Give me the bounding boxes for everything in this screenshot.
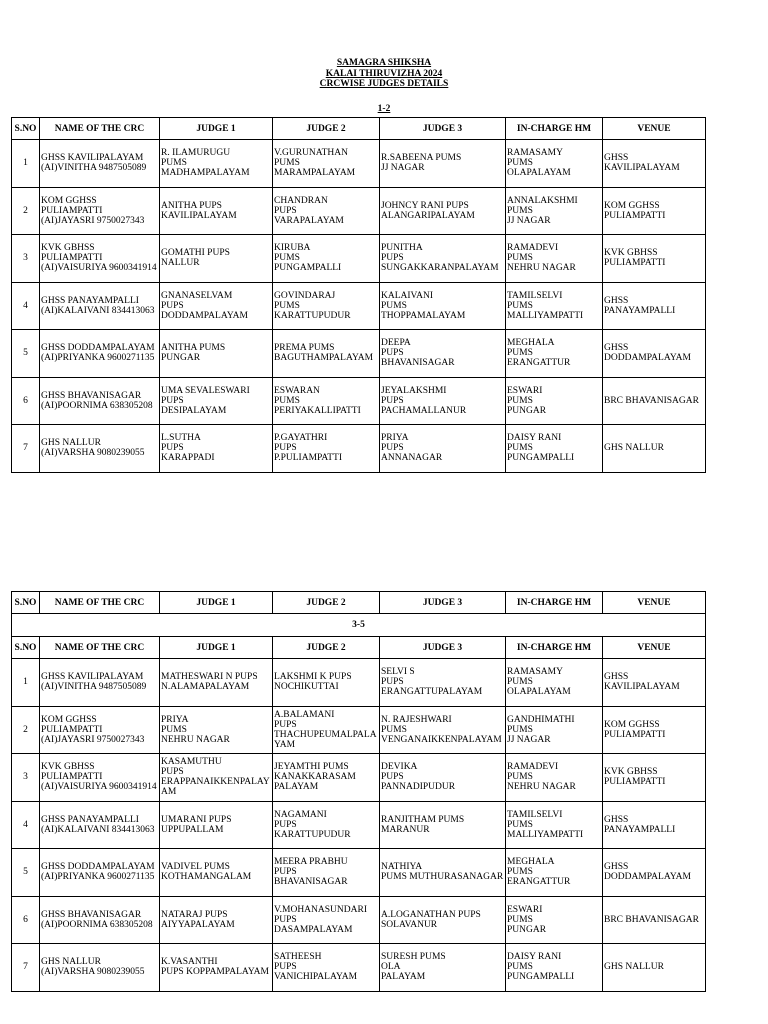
cell-sno: 5 <box>12 849 40 897</box>
column-header-crc-name: NAME OF THE CRC <box>40 592 160 614</box>
cell-judge-2: GOVINDARAJ PUMS KARATTUPUDUR <box>273 282 380 330</box>
judges-table-1 <box>11 117 706 473</box>
table-row <box>12 706 706 754</box>
cell-venue: KOM GGHSS PULIAMPATTI <box>603 706 706 754</box>
cell-crc-name: KOM GGHSS PULIAMPATTI (AI)JAYASRI 9750027343 <box>40 706 160 754</box>
table-subheader-row <box>12 637 706 659</box>
cell-judge-2: ESWARAN PUMS PERIYAKALLIPATTI <box>273 377 380 425</box>
cell-crc-name: GHSS DODDAMPALAYAM (AI)PRIYANKA 9600271135 <box>40 849 160 897</box>
cell-judge-3: DEVIKA PUPS PANNADIPUDUR <box>380 754 506 802</box>
cell-incharge-hm: TAMILSELVI PUMS MALLIYAMPATTI <box>506 801 603 849</box>
cell-crc-name: GHSS DODDAMPALAYAM (AI)PRIYANKA 9600271135 <box>40 330 160 378</box>
column-header-venue: VENUE <box>603 592 706 614</box>
cell-judge-2: V.MOHANASUNDARI PUPS DASAMPALAYAM <box>273 896 380 944</box>
table-row <box>12 330 706 378</box>
column-header-judge-1: JUDGE 1 <box>160 592 273 614</box>
cell-judge-1: UMARANI PUPS UPPUPALLAM <box>160 801 273 849</box>
table-row <box>12 896 706 944</box>
cell-sno: 6 <box>12 377 40 425</box>
title-line-3: CRCWISE JUDGES DETAILS <box>319 79 449 89</box>
table-row <box>12 754 706 802</box>
cell-venue: GHSS KAVILIPALAYAM <box>603 140 706 188</box>
table2-body <box>12 614 706 992</box>
cell-incharge-hm: ESWARI PUMS PUNGAR <box>506 377 603 425</box>
cell-judge-2: MEERA PRABHU PUPS BHAVANISAGAR <box>273 849 380 897</box>
cell-judge-3: PRIYA PUPS ANNANAGAR <box>380 425 506 473</box>
cell-sno: 5 <box>12 330 40 378</box>
table-row <box>12 425 706 473</box>
cell-venue: BRC BHAVANISAGAR <box>603 896 706 944</box>
cell-crc-name: GHSS KAVILIPALAYAM (AI)VINITHA 9487505089 <box>40 140 160 188</box>
cell-crc-name: KVK GBHSS PULIAMPATTI (AI)VAISURIYA 9600341914 <box>40 235 160 283</box>
column-header-judge-3: JUDGE 3 <box>380 637 506 659</box>
cell-venue: BRC BHAVANISAGAR <box>603 377 706 425</box>
cell-venue: GHSS DODDAMPALAYAM <box>603 849 706 897</box>
table-row <box>12 659 706 707</box>
column-header-sno: S.NO <box>12 118 40 140</box>
cell-judge-1: ANITHA PUPS KAVILIPALAYAM <box>160 187 273 235</box>
table1-body <box>12 140 706 473</box>
cell-crc-name: GHS NALLUR (AI)VARSHA 9080239055 <box>40 944 160 992</box>
column-header-judge-3: JUDGE 3 <box>380 118 506 140</box>
cell-crc-name: GHSS BHAVANISAGAR (AI)POORNIMA 638305208 <box>40 377 160 425</box>
cell-crc-name: GHSS BHAVANISAGAR (AI)POORNIMA 638305208 <box>40 896 160 944</box>
table-row <box>12 377 706 425</box>
column-header-venue: VENUE <box>603 637 706 659</box>
cell-incharge-hm: RAMADEVI PUMS NEHRU NAGAR <box>506 754 603 802</box>
cell-judge-3: JOHNCY RANI PUPS ALANGARIPALAYAM <box>380 187 506 235</box>
cell-judge-1: MATHESWARI N PUPS N.ALAMAPALAYAM <box>160 659 273 707</box>
column-header-incharge-hm: IN-CHARGE HM <box>506 592 603 614</box>
cell-crc-name: GHSS PANAYAMPALLI (AI)KALAIVANI 834413063 <box>40 282 160 330</box>
cell-sno: 1 <box>12 140 40 188</box>
cell-judge-3: DEEPA PUPS BHAVANISAGAR <box>380 330 506 378</box>
table-row <box>12 282 706 330</box>
title-line-1: SAMAGRA SHIKSHA <box>336 58 432 68</box>
column-header-judge-2: JUDGE 2 <box>273 592 380 614</box>
cell-judge-1: L.SUTHA PUPS KARAPPADI <box>160 425 273 473</box>
table-row <box>12 140 706 188</box>
cell-crc-name: GHS NALLUR (AI)VARSHA 9080239055 <box>40 425 160 473</box>
cell-incharge-hm: RAMASAMY PUMS OLAPALAYAM <box>506 140 603 188</box>
cell-sno: 7 <box>12 944 40 992</box>
cell-judge-1: K.VASANTHI PUPS KOPPAMPALAYAM <box>160 944 273 992</box>
cell-judge-3: A.LOGANATHAN PUPS SOLAVANUR <box>380 896 506 944</box>
table-row <box>12 187 706 235</box>
cell-judge-2: A.BALAMANI PUPS THACHUPEUMALPALA YAM <box>273 706 380 754</box>
table-header-row <box>12 118 706 140</box>
cell-judge-3: KALAIVANI PUMS THOPPAMALAYAM <box>380 282 506 330</box>
cell-judge-2: V.GURUNATHAN PUMS MARAMPALAYAM <box>273 140 380 188</box>
cell-incharge-hm: RAMADEVI PUMS NEHRU NAGAR <box>506 235 603 283</box>
range-row <box>12 614 706 637</box>
cell-judge-3: RANJITHAM PUMS MARANUR <box>380 801 506 849</box>
cell-judge-1: NATARAJ PUPS AIYYAPALAYAM <box>160 896 273 944</box>
table-row <box>12 849 706 897</box>
title-line-2: KALAI THIRUVIZHA 2024 <box>325 68 443 79</box>
cell-sno: 3 <box>12 754 40 802</box>
cell-crc-name: GHSS KAVILIPALAYAM (AI)VINITHA 9487505089 <box>40 659 160 707</box>
cell-sno: 4 <box>12 801 40 849</box>
table-row <box>12 944 706 992</box>
cell-incharge-hm: DAISY RANI PUMS PUNGAMPALLI <box>506 944 603 992</box>
section2-range: 3-5 <box>12 614 706 637</box>
cell-judge-1: PRIYA PUMS NEHRU NAGAR <box>160 706 273 754</box>
cell-incharge-hm: ANNALAKSHMI PUMS JJ NAGAR <box>506 187 603 235</box>
section1-range: 1-2 <box>377 104 391 114</box>
cell-venue: GHSS DODDAMPALAYAM <box>603 330 706 378</box>
cell-venue: KVK GBHSS PULIAMPATTI <box>603 754 706 802</box>
cell-incharge-hm: RAMASAMY PUMS OLAPALAYAM <box>506 659 603 707</box>
column-header-incharge-hm: IN-CHARGE HM <box>506 637 603 659</box>
cell-judge-2: P.GAYATHRI PUPS P.PULIAMPATTI <box>273 425 380 473</box>
cell-incharge-hm: ESWARI PUMS PUNGAR <box>506 896 603 944</box>
cell-judge-2: JEYAMTHI PUMS KANAKKARASAM PALAYAM <box>273 754 380 802</box>
cell-sno: 3 <box>12 235 40 283</box>
cell-venue: GHSS PANAYAMPALLI <box>603 282 706 330</box>
column-header-venue: VENUE <box>603 118 706 140</box>
column-header-judge-1: JUDGE 1 <box>160 118 273 140</box>
cell-judge-1: GOMATHI PUPS NALLUR <box>160 235 273 283</box>
cell-sno: 7 <box>12 425 40 473</box>
cell-judge-1: GNANASELVAM PUPS DODDAMPALAYAM <box>160 282 273 330</box>
cell-venue: KOM GGHSS PULIAMPATTI <box>603 187 706 235</box>
cell-crc-name: GHSS PANAYAMPALLI (AI)KALAIVANI 834413063 <box>40 801 160 849</box>
document-title-block <box>0 58 768 90</box>
cell-judge-3: N. RAJESHWARI PUMS VENGANAIKKENPALAYAM <box>380 706 506 754</box>
cell-judge-2: SATHEESH PUPS VANICHIPALAYAM <box>273 944 380 992</box>
cell-judge-1: UMA SEVALESWARI PUPS DESIPALAYAM <box>160 377 273 425</box>
cell-judge-3: SURESH PUMS OLA PALAYAM <box>380 944 506 992</box>
cell-judge-3: NATHIYA PUMS MUTHURASANAGAR <box>380 849 506 897</box>
cell-sno: 1 <box>12 659 40 707</box>
cell-venue: GHS NALLUR <box>603 425 706 473</box>
cell-sno: 6 <box>12 896 40 944</box>
cell-venue: GHSS PANAYAMPALLI <box>603 801 706 849</box>
cell-venue: GHS NALLUR <box>603 944 706 992</box>
cell-judge-1: KASAMUTHU PUPS ERAPPANAIKKENPALAY AM <box>160 754 273 802</box>
cell-incharge-hm: TAMILSELVI PUMS MALLIYAMPATTI <box>506 282 603 330</box>
cell-venue: KVK GBHSS PULIAMPATTI <box>603 235 706 283</box>
cell-judge-2: CHANDRAN PUPS VARAPALAYAM <box>273 187 380 235</box>
table-row <box>12 235 706 283</box>
cell-judge-2: KIRUBA PUMS PUNGAMPALLI <box>273 235 380 283</box>
cell-venue: GHSS KAVILIPALAYAM <box>603 659 706 707</box>
cell-judge-2: LAKSHMI K PUPS NOCHIKUTTAI <box>273 659 380 707</box>
cell-sno: 2 <box>12 187 40 235</box>
cell-incharge-hm: GANDHIMATHI PUMS JJ NAGAR <box>506 706 603 754</box>
cell-incharge-hm: MEGHALA PUMS ERANGATTUR <box>506 849 603 897</box>
column-header-sno: S.NO <box>12 592 40 614</box>
cell-sno: 4 <box>12 282 40 330</box>
cell-incharge-hm: DAISY RANI PUMS PUNGAMPALLI <box>506 425 603 473</box>
column-header-judge-3: JUDGE 3 <box>380 592 506 614</box>
cell-judge-3: PUNITHA PUPS SUNGAKKARANPALAYAM <box>380 235 506 283</box>
column-header-incharge-hm: IN-CHARGE HM <box>506 118 603 140</box>
column-header-crc-name: NAME OF THE CRC <box>40 637 160 659</box>
cell-sno: 2 <box>12 706 40 754</box>
cell-crc-name: KOM GGHSS PULIAMPATTI (AI)JAYASRI 9750027343 <box>40 187 160 235</box>
column-header-crc-name: NAME OF THE CRC <box>40 118 160 140</box>
column-header-judge-1: JUDGE 1 <box>160 637 273 659</box>
cell-judge-2: NAGAMANI PUPS KARATTUPUDUR <box>273 801 380 849</box>
table-header-row <box>12 592 706 614</box>
cell-judge-3: R.SABEENA PUMS JJ NAGAR <box>380 140 506 188</box>
cell-judge-1: VADIVEL PUMS KOTHAMANGALAM <box>160 849 273 897</box>
cell-judge-3: SELVI S PUPS ERANGATTUPALAYAM <box>380 659 506 707</box>
judges-table-2 <box>11 591 706 992</box>
cell-judge-1: ANITHA PUMS PUNGAR <box>160 330 273 378</box>
cell-judge-2: PREMA PUMS BAGUTHAMPALAYAM <box>273 330 380 378</box>
cell-judge-1: R. ILAMURUGU PUMS MADHAMPALAYAM <box>160 140 273 188</box>
column-header-sno: S.NO <box>12 637 40 659</box>
column-header-judge-2: JUDGE 2 <box>273 637 380 659</box>
table-row <box>12 801 706 849</box>
cell-incharge-hm: MEGHALA PUMS ERANGATTUR <box>506 330 603 378</box>
cell-crc-name: KVK GBHSS PULIAMPATTI (AI)VAISURIYA 9600341914 <box>40 754 160 802</box>
column-header-judge-2: JUDGE 2 <box>273 118 380 140</box>
cell-judge-3: JEYALAKSHMI PUPS PACHAMALLANUR <box>380 377 506 425</box>
